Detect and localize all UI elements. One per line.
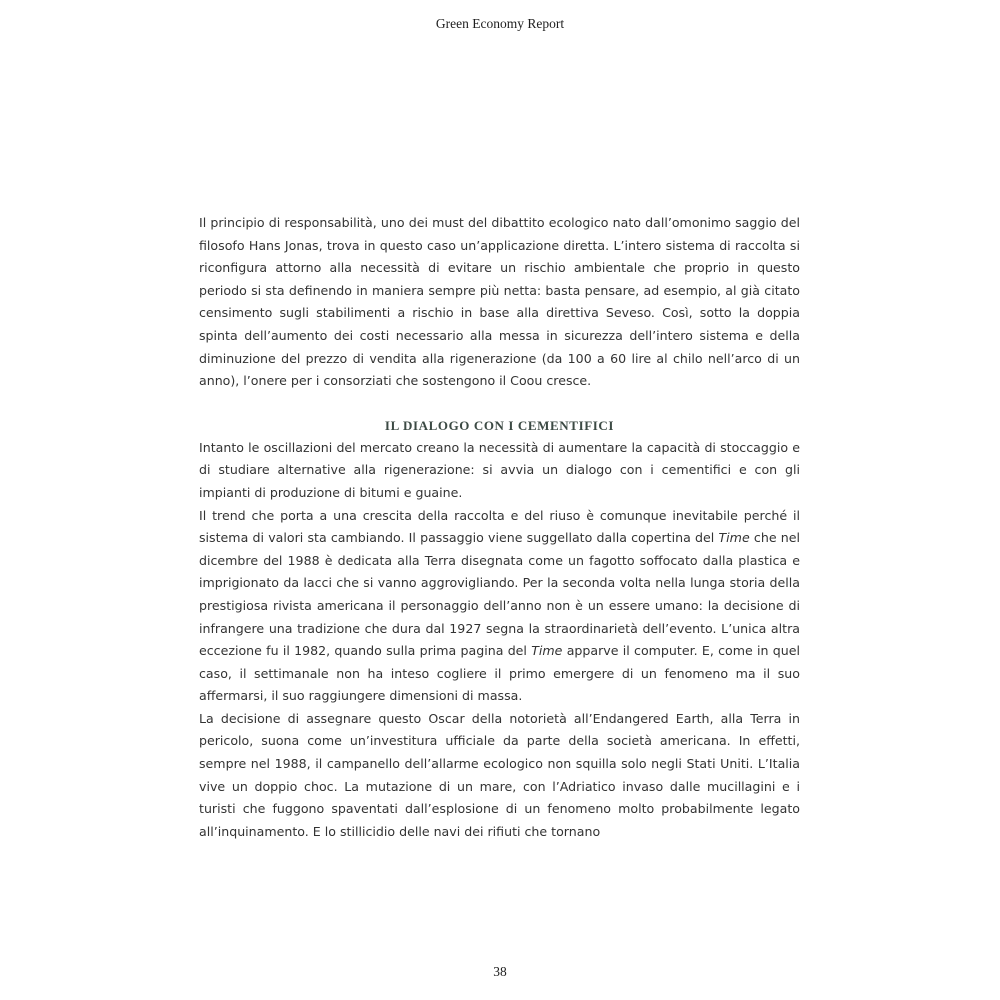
paragraph-trend-text-2: che nel dicembre del 1988 è dedicata alla Terra disegnata come un fagotto soffocato dalla plastica e imprigionato da lacci che si vanno aggrovigliando. Per la seconda volta nella lunga storia della prestigiosa rivista americana il personaggio dell’anno non è un essere umano: la decisione di infrangere una tradizione che dura dal 1927 segna la straordinarietà dell’evento. L’unica altra eccezione fu il 1982, quando sulla prima pagina del	[199, 530, 800, 659]
time-magazine-title: Time	[531, 643, 563, 659]
time-magazine-title: Time	[718, 530, 750, 546]
running-header: Green Economy Report	[435, 16, 565, 31]
page-number: 38	[493, 964, 507, 979]
paragraph-trend	[199, 505, 800, 708]
paragraph-trend-text-1: Il trend che porta a una crescita della raccolta e del riuso è comunque inevitabile perché il sistema di valori sta cambiando. Il passaggio viene suggellato dalla copertina del	[199, 507, 800, 546]
paragraph-endangered-earth: La decisione di assegnare questo Oscar della notorietà all’Endangered Earth, alla Terra in pericolo, suona come un’investitura ufficiale da parte della società americana. In effetti, sempre nel 1988, il campanello dell’allarme ecologico non squilla solo negli Stati Uniti. L’Italia vive un doppio choc. La mutazione di un mare, con l’Adriatico invaso dalle mucillagini e i turisti che fuggono spaventati dall’esplosione di un fenomeno molto probabilmente legato all’inquinamento. E lo stillicidio delle navi dei rifiuti che tornano	[199, 710, 800, 839]
paragraph-responsabilita: Il principio di responsabilità, uno dei must del dibattito ecologico nato dall’omonimo saggio del filosofo Hans Jonas, trova in questo caso un’applicazione diretta. L’intero sistema di raccolta si riconfigura attorno alla necessità di evitare un rischio ambientale che proprio in questo periodo si sta definendo in maniera sempre più netta: basta pensare, ad esempio, al già citato censimento sugli stabilimenti a rischio in base alla direttiva Seveso. Così, sotto la doppia spinta dell’aumento dei costi necessario alla messa in sicurezza dell’intero sistema e della diminuzione del prezzo di vendita alla rigenerazione (da 100 a 60 lire al chilo nell’arco di un anno), l’onere per i consorziati che sostengono il Coou cresce.	[199, 215, 800, 389]
document-body	[199, 212, 800, 843]
section-heading: IL DIALOGO CON I CEMENTIFICI	[384, 417, 615, 433]
paragraph-trend-text-3: apparve il computer. E, come in quel caso, il settimanale non ha inteso cogliere il primo emergere di un fenomeno ma il suo affermarsi, il suo raggiungere dimensioni di massa.	[199, 643, 800, 704]
paragraph-oscillazioni: Intanto le oscillazioni del mercato creano la necessità di aumentare la capacità di stoccaggio e di studiare alternative alla rigenerazione: si avvia un dialogo con i cementifici e con gli impianti di produzione di bitumi e guaine.	[199, 439, 800, 500]
